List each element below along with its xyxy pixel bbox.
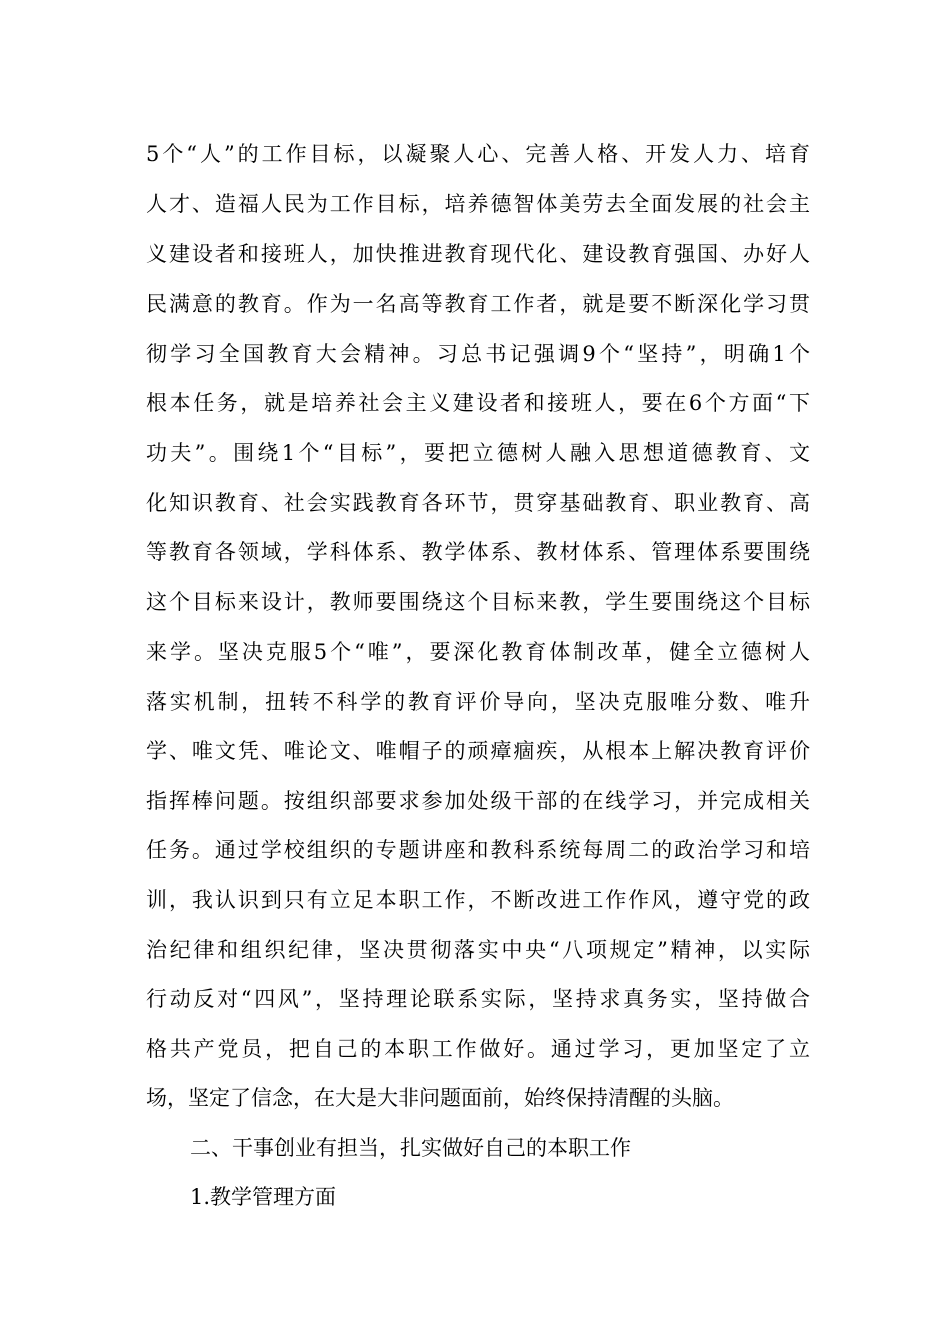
paragraph-line-14: 指挥棒问题。按组织部要求参加处级干部的在线学习，并完成相关: [146, 789, 810, 813]
paragraph-line-16: 训，我认识到只有立足本职工作，不断改进工作作风，遵守党的政: [146, 888, 810, 912]
paragraph-line-6: 根本任务，就是培养社会主义建设者和接班人，要在6个方面“下: [146, 391, 810, 415]
subsection-heading: 1.教学管理方面: [190, 1185, 337, 1209]
paragraph-line-20: 场，坚定了信念，在大是大非问题面前，始终保持清醒的头脑。: [146, 1086, 734, 1110]
paragraph-line-15: 任务。通过学校组织的专题讲座和教科系统每周二的政治学习和培: [146, 838, 810, 862]
paragraph-line-18: 行动反对“四风”，坚持理论联系实际，坚持求真务实，坚持做合: [146, 987, 810, 1011]
paragraph-line-1: 5个“人”的工作目标，以凝聚人心、完善人格、开发人力、培育: [146, 142, 810, 166]
paragraph-line-13: 学、唯文凭、唯论文、唯帽子的顽瘴痼疾，从根本上解决教育评价: [146, 739, 810, 763]
paragraph-line-2: 人才、造福人民为工作目标，培养德智体美劳去全面发展的社会主: [146, 192, 810, 216]
paragraph-line-17: 治纪律和组织纪律，坚决贯彻落实中央“八项规定”精神，以实际: [146, 938, 810, 962]
paragraph-line-4: 民满意的教育。作为一名高等教育工作者，就是要不断深化学习贯: [146, 292, 810, 316]
paragraph-line-19: 格共产党员，把自己的本职工作做好。通过学习，更加坚定了立: [146, 1037, 810, 1061]
paragraph-line-3: 义建设者和接班人，加快推进教育现代化、建设教育强国、办好人: [146, 242, 810, 266]
paragraph-line-9: 等教育各领域，学科体系、教学体系、教材体系、管理体系要围绕: [146, 540, 810, 564]
paragraph-line-7: 功夫”。围绕1个“目标”，要把立德树人融入思想道德教育、文: [146, 441, 810, 465]
paragraph-line-10: 这个目标来设计，教师要围绕这个目标来教，学生要围绕这个目标: [146, 590, 810, 614]
paragraph-line-5: 彻学习全国教育大会精神。习总书记强调9个“坚持”，明确1个: [146, 342, 810, 366]
paragraph-line-11: 来学。坚决克服5个“唯”，要深化教育体制改革，健全立德树人: [146, 640, 810, 664]
paragraph-line-8: 化知识教育、社会实践教育各环节，贯穿基础教育、职业教育、高: [146, 491, 810, 515]
section-heading: 二、干事创业有担当，扎实做好自己的本职工作: [190, 1136, 631, 1160]
paragraph-line-12: 落实机制，扭转不科学的教育评价导向，坚决克服唯分数、唯升: [146, 690, 810, 714]
